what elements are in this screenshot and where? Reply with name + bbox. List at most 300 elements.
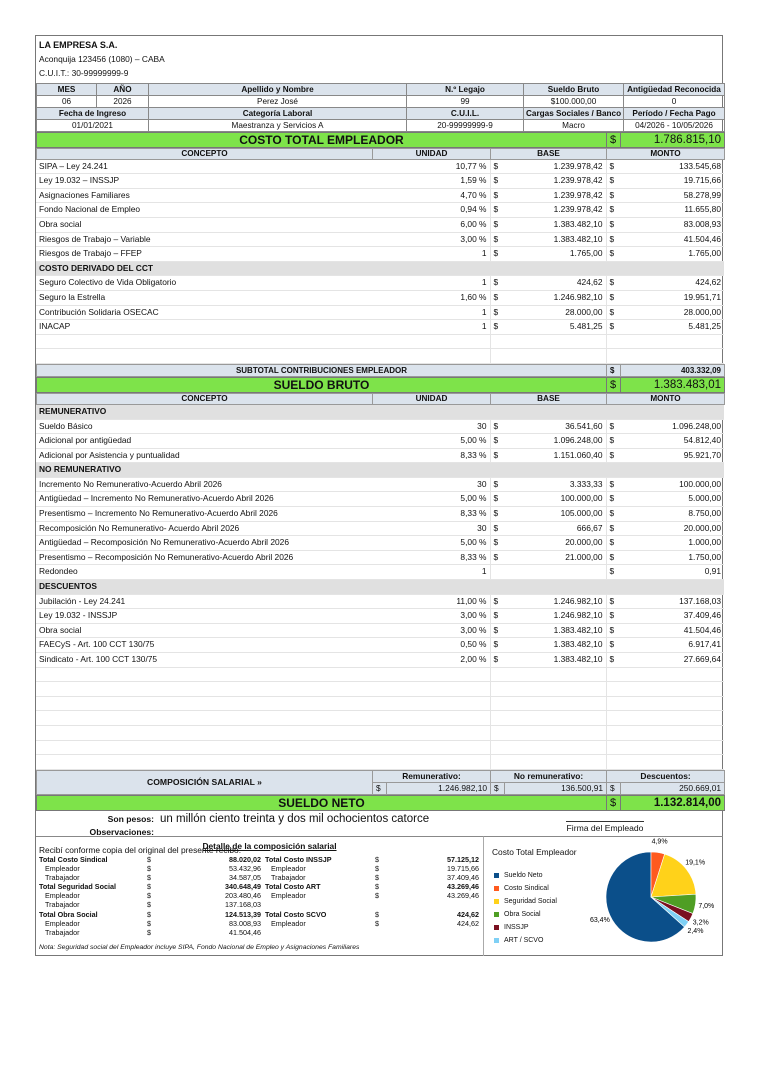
line-base-currency: $ (490, 653, 504, 668)
detalle-row (39, 873, 479, 882)
val-cargas: Macro (524, 119, 624, 131)
line-monto-currency: $ (606, 276, 620, 291)
table-row (36, 247, 724, 262)
line-monto: 83.008,93 (620, 217, 724, 232)
blank-cell (504, 740, 606, 755)
line-base (504, 565, 606, 580)
line-monto-currency: $ (606, 521, 620, 536)
detalle-right-label: Empleador (271, 891, 306, 901)
detalle-row (39, 891, 479, 900)
val-antiguedad: 0 (624, 95, 725, 107)
hdr-fecha-ingreso: Fecha de Ingreso (37, 107, 149, 119)
line-unidad: 5,00 % (372, 536, 490, 551)
line-base-currency: $ (490, 477, 504, 492)
line-base: 105.000,00 (504, 507, 606, 522)
table-row (36, 653, 724, 668)
line-monto-currency: $ (606, 536, 620, 551)
son-pesos-label: Son pesos: (107, 813, 154, 824)
line-monto-currency: $ (606, 290, 620, 305)
line-base: 1.239.978,42 (504, 188, 606, 203)
line-concepto: Contribución Solidaria OSECAC (36, 305, 372, 320)
line-monto: 6.917,41 (620, 638, 724, 653)
line-base-currency: $ (490, 305, 504, 320)
line-unidad: 1 (372, 565, 490, 580)
detalle-title: Detalle de la composición salarial (202, 841, 337, 851)
blank-cell (490, 711, 504, 726)
line-monto: 37.409,46 (620, 609, 724, 624)
hdr-cuil: C.U.I.L. (407, 107, 524, 119)
table-row (36, 536, 724, 551)
val-fecha-ingreso: 01/01/2021 (37, 119, 149, 131)
blank-cell (504, 711, 606, 726)
blank-cell (620, 740, 724, 755)
line-base: 1.239.978,42 (504, 174, 606, 189)
section-title: DESCUENTOS (36, 580, 724, 595)
blank-row (36, 755, 724, 770)
line-monto-currency: $ (606, 174, 620, 189)
detalle-right-label: Total Costo INSSJP (265, 855, 332, 864)
line-base-currency: $ (490, 638, 504, 653)
detalle-row (39, 928, 479, 937)
line-base: 1.151.060,40 (504, 448, 606, 463)
table-row (36, 507, 724, 522)
blank-cell (36, 755, 372, 770)
line-base-currency: $ (490, 536, 504, 551)
line-concepto: Ley 19.032 – INSSJP (36, 174, 372, 189)
sueldo-bruto-amount: 1.383.483,01 (621, 377, 725, 392)
sueldo-neto-currency: $ (607, 795, 621, 810)
line-unidad: 30 (372, 477, 490, 492)
detalle-left-currency: $ (147, 873, 151, 883)
line-monto: 41.504,46 (620, 232, 724, 247)
line-concepto: Riesgos de Trabajo – Variable (36, 232, 372, 247)
line-unidad: 6,00 % (372, 217, 490, 232)
line-base-currency (490, 565, 504, 580)
line-unidad: 8,33 % (372, 550, 490, 565)
detalle-right-value: 43.269,46 (447, 882, 479, 892)
blank-cell (36, 711, 372, 726)
line-concepto: Riesgos de Trabajo – FFEP (36, 247, 372, 262)
line-base-currency: $ (490, 320, 504, 335)
val-nombre: Perez José (149, 95, 407, 107)
costo-total-currency: $ (607, 132, 621, 147)
line-monto: 424,62 (620, 276, 724, 291)
blank-cell (620, 349, 724, 364)
blank-cell (36, 667, 372, 682)
blank-row (36, 725, 724, 740)
table-row (36, 419, 724, 434)
line-concepto: Fondo Nacional de Empleo (36, 203, 372, 218)
blank-cell (490, 682, 504, 697)
line-unidad: 10,77 % (372, 160, 490, 174)
line-concepto: Seguro la Estrella (36, 290, 372, 305)
employer-column-headers (36, 148, 725, 160)
blank-cell (620, 696, 724, 711)
company-address: Aconquija 123456 (1080) – CABA (39, 54, 165, 65)
line-unidad: 0,50 % (372, 638, 490, 653)
table-row (36, 448, 724, 463)
val-legajo: 99 (407, 95, 524, 107)
line-monto-currency: $ (606, 565, 620, 580)
col-unidad-2: UNIDAD (373, 393, 491, 404)
blank-cell (490, 755, 504, 770)
composicion-norem-value: 136.500,91 (505, 782, 607, 794)
table-row (36, 594, 724, 609)
blank-cell (36, 740, 372, 755)
line-monto-currency: $ (606, 305, 620, 320)
costo-total-amount: 1.786.815,10 (621, 132, 725, 147)
detalle-nota: Nota: Seguridad social del Empleador incluye SIPA, Fondo Nacional de Empleo y Asignaciones Familiares (39, 944, 360, 951)
line-monto-currency: $ (606, 550, 620, 565)
blank-cell (606, 725, 620, 740)
composicion-salarial (36, 770, 725, 795)
legend-label: INSSJP (504, 924, 529, 931)
table-row (36, 521, 724, 536)
line-monto-currency: $ (606, 594, 620, 609)
line-base: 1.239.978,42 (504, 160, 606, 174)
composicion-norem-currency: $ (491, 782, 505, 794)
blank-cell (606, 696, 620, 711)
detalle-left-value: 41.504,46 (229, 927, 261, 937)
line-monto-currency: $ (606, 623, 620, 638)
line-monto: 27.669,64 (620, 653, 724, 668)
subtotal-currency: $ (607, 364, 621, 376)
hdr-anio: AÑO (97, 83, 149, 95)
line-monto: 133.545,68 (620, 160, 724, 174)
table-row (36, 623, 724, 638)
col-base-2: BASE (491, 393, 607, 404)
sueldo-neto-label: SUELDO NETO (37, 795, 607, 810)
blank-row (36, 711, 724, 726)
blank-cell (504, 755, 606, 770)
table-row (36, 550, 724, 565)
legend-label: ART / SCVO (504, 937, 544, 944)
line-monto: 100.000,00 (620, 477, 724, 492)
line-base: 5.481,25 (504, 320, 606, 335)
table-row (36, 609, 724, 624)
detalle-left-value: 88.020,02 (229, 855, 261, 864)
blank-cell (490, 667, 504, 682)
table-row (36, 276, 724, 291)
hdr-categoria: Categoría Laboral (149, 107, 407, 119)
table-row (36, 492, 724, 507)
costo-pie-chart (484, 836, 723, 956)
line-monto: 20.000,00 (620, 521, 724, 536)
line-base: 21.000,00 (504, 550, 606, 565)
line-concepto: Presentismo – Incremento No Remunerativo-Acuerdo Abril 2026 (36, 507, 372, 522)
detalle-left-label: Trabajador (45, 873, 80, 883)
section-title: REMUNERATIVO (36, 405, 724, 419)
line-base: 666,67 (504, 521, 606, 536)
line-monto-currency: $ (606, 653, 620, 668)
line-monto: 137.168,03 (620, 594, 724, 609)
composicion-label: COMPOSICIÓN SALARIAL » (37, 770, 373, 794)
line-base-currency: $ (490, 217, 504, 232)
line-monto: 95.921,70 (620, 448, 724, 463)
table-row (36, 638, 724, 653)
col-concepto: CONCEPTO (37, 148, 373, 159)
hdr-nombre: Apellido y Nombre (149, 83, 407, 95)
composicion-rem-currency: $ (373, 782, 387, 794)
line-base-currency: $ (490, 188, 504, 203)
line-base-currency: $ (490, 160, 504, 174)
line-base: 1.246.982,10 (504, 290, 606, 305)
line-monto-currency: $ (606, 320, 620, 335)
blank-row (36, 334, 724, 349)
hdr-mes: MES (37, 83, 97, 95)
line-base-currency: $ (490, 507, 504, 522)
line-unidad: 1 (372, 320, 490, 335)
pie-label: 4,9% (651, 838, 668, 846)
legend-label: Costo Sindical (504, 885, 549, 892)
blank-cell (606, 755, 620, 770)
blank-cell (372, 667, 490, 682)
line-base-currency: $ (490, 276, 504, 291)
sueldo-bruto-label: SUELDO BRUTO (37, 377, 607, 392)
line-base: 1.765,00 (504, 247, 606, 262)
line-monto-currency: $ (606, 448, 620, 463)
line-base: 1.246.982,10 (504, 609, 606, 624)
line-base-currency: $ (490, 492, 504, 507)
val-categoria: Maestranza y Servicios A (149, 119, 407, 131)
chart-title: Costo Total Empleador (492, 847, 577, 857)
val-cuil: 20-99999999-9 (407, 119, 524, 131)
section-title: COSTO DERIVADO DEL CCT (36, 261, 724, 276)
blank-cell (606, 334, 620, 349)
detalle-right-currency: $ (375, 873, 379, 883)
sueldo-bruto-bar (36, 377, 725, 393)
val-mes: 06 (37, 95, 97, 107)
table-row (36, 188, 724, 203)
section-row (36, 463, 724, 478)
line-base-currency: $ (490, 594, 504, 609)
line-base: 1.096.248,00 (504, 434, 606, 449)
detalle-left-currency: $ (147, 927, 151, 937)
detalle-left-currency: $ (147, 909, 151, 919)
legend-label: Seguridad Social (504, 898, 557, 905)
line-monto: 58.278,99 (620, 188, 724, 203)
line-monto: 0,91 (620, 565, 724, 580)
blank-cell (372, 682, 490, 697)
line-monto-currency: $ (606, 477, 620, 492)
recibi-conforme: Recibí conforme copia del original del presente recibo. (39, 844, 242, 855)
blank-cell (490, 740, 504, 755)
blank-cell (620, 725, 724, 740)
detalle-right-value: 43.269,46 (447, 891, 479, 901)
observaciones-label: Observaciones: (89, 826, 154, 837)
blank-cell (490, 696, 504, 711)
employee-info-table (36, 83, 725, 132)
line-monto-currency: $ (606, 434, 620, 449)
sueldo-bruto-currency: $ (607, 377, 621, 392)
line-unidad: 0,94 % (372, 203, 490, 218)
line-base-currency: $ (490, 609, 504, 624)
hdr-cargas: Cargas Sociales / Banco (524, 107, 624, 119)
subtotal-label: SUBTOTAL CONTRIBUCIONES EMPLEADOR (37, 364, 607, 376)
val-anio: 2026 (97, 95, 149, 107)
blank-row (36, 696, 724, 711)
line-concepto: FAECyS - Art. 100 CCT 130/75 (36, 638, 372, 653)
blank-cell (504, 725, 606, 740)
line-concepto: Incremento No Remunerativo-Acuerdo Abril 2026 (36, 477, 372, 492)
line-base: 1.246.982,10 (504, 594, 606, 609)
detalle-right-value: 424,62 (457, 909, 479, 919)
blank-cell (36, 682, 372, 697)
blank-cell (620, 682, 724, 697)
line-monto: 28.000,00 (620, 305, 724, 320)
line-monto-currency: $ (606, 232, 620, 247)
line-concepto: Antigüedad – Incremento No Remunerativo-Acuerdo Abril 2026 (36, 492, 372, 507)
detalle-right-value: 19.715,66 (447, 864, 479, 874)
employer-lines-table (36, 160, 724, 364)
line-monto: 19.715,66 (620, 174, 724, 189)
detalle-left-currency: $ (147, 882, 151, 892)
detalle-right-currency: $ (375, 891, 379, 901)
section-title: NO REMUNERATIVO (36, 463, 724, 478)
line-unidad: 30 (372, 419, 490, 434)
detalle-left-currency: $ (147, 900, 151, 910)
line-base-currency: $ (490, 419, 504, 434)
line-concepto: Redondeo (36, 565, 372, 580)
line-base-currency: $ (490, 247, 504, 262)
detalle-left-label: Empleador (45, 864, 80, 874)
blank-cell (372, 711, 490, 726)
line-monto: 5.000,00 (620, 492, 724, 507)
line-unidad: 3,00 % (372, 609, 490, 624)
sueldo-neto-bar (36, 795, 725, 811)
subtotal-bar (36, 364, 725, 377)
blank-cell (372, 725, 490, 740)
blank-cell (372, 334, 490, 349)
composicion-desc-header: Descuentos: (607, 770, 725, 782)
detalle-right-value: 57.125,12 (447, 855, 479, 864)
line-base-currency: $ (490, 203, 504, 218)
line-base: 1.383.482,10 (504, 217, 606, 232)
line-concepto: Obra social (36, 217, 372, 232)
legend-label: Obra Social (504, 911, 541, 918)
payslip (35, 35, 723, 956)
detalle-left-currency: $ (147, 855, 151, 864)
line-concepto: INACAP (36, 320, 372, 335)
table-row (36, 565, 724, 580)
line-base: 1.383.482,10 (504, 623, 606, 638)
company-cuit: C.U.I.T.: 30-99999999-9 (39, 68, 129, 79)
detalle-left-label: Total Seguridad Social (39, 882, 116, 892)
col-monto: MONTO (607, 148, 725, 159)
blank-row (36, 682, 724, 697)
composicion-desc-currency: $ (607, 782, 621, 794)
line-base-currency: $ (490, 550, 504, 565)
line-base: 1.383.482,10 (504, 638, 606, 653)
line-monto: 8.750,00 (620, 507, 724, 522)
line-monto-currency: $ (606, 638, 620, 653)
detalle-left-label: Trabajador (45, 927, 80, 937)
table-row (36, 232, 724, 247)
line-monto-currency: $ (606, 247, 620, 262)
detalle-left-value: 53.432,96 (229, 864, 261, 874)
detalle-right-value: 37.409,46 (447, 873, 479, 883)
line-monto: 11.655,80 (620, 203, 724, 218)
costo-total-label: COSTO TOTAL EMPLEADOR (37, 132, 607, 147)
detalle-left-currency: $ (147, 864, 151, 874)
line-unidad: 1,59 % (372, 174, 490, 189)
detalle-left-value: 137.168,03 (225, 900, 261, 910)
hdr-periodo: Período / Fecha Pago (624, 107, 725, 119)
info-value-row-2 (37, 119, 725, 131)
section-row (36, 580, 724, 595)
line-concepto: Asignaciones Familiares (36, 188, 372, 203)
table-row (36, 477, 724, 492)
detalle-right-currency: $ (375, 864, 379, 874)
line-unidad: 1,60 % (372, 290, 490, 305)
line-base: 1.383.482,10 (504, 232, 606, 247)
pie-svg (484, 837, 723, 957)
firma-empleado: Firma del Empleado (566, 823, 644, 833)
line-unidad: 1 (372, 247, 490, 262)
line-monto-currency: $ (606, 203, 620, 218)
blank-cell (504, 334, 606, 349)
blank-cell (620, 667, 724, 682)
costo-total-bar (36, 132, 725, 148)
line-base: 20.000,00 (504, 536, 606, 551)
line-unidad: 8,33 % (372, 507, 490, 522)
col-unidad: UNIDAD (373, 148, 491, 159)
table-row (36, 174, 724, 189)
detalle-row (39, 919, 479, 928)
line-monto: 1.096.248,00 (620, 419, 724, 434)
blank-cell (36, 349, 372, 364)
line-unidad: 5,00 % (372, 434, 490, 449)
line-concepto: Sueldo Básico (36, 419, 372, 434)
detalle-left-value: 124.513,39 (225, 909, 261, 919)
blank-cell (606, 740, 620, 755)
company-name: LA EMPRESA S.A. (39, 40, 118, 50)
line-monto-currency: $ (606, 419, 620, 434)
blank-cell (372, 755, 490, 770)
section-row (36, 261, 724, 276)
detalle-right-label: Trabajador (271, 873, 306, 883)
line-concepto: Seguro Colectivo de Vida Obligatorio (36, 276, 372, 291)
line-base: 28.000,00 (504, 305, 606, 320)
detalle-left-value: 203.480,46 (225, 891, 261, 901)
detalle-right-label: Empleador (271, 864, 306, 874)
blank-cell (36, 696, 372, 711)
table-row (36, 160, 724, 174)
col-monto-2: MONTO (607, 393, 725, 404)
detalle-right-currency: $ (375, 909, 379, 919)
table-row (36, 320, 724, 335)
line-base-currency: $ (490, 521, 504, 536)
blank-cell (504, 667, 606, 682)
line-monto: 1.000,00 (620, 536, 724, 551)
detalle-left-label: Empleador (45, 891, 80, 901)
salary-column-headers (36, 393, 725, 405)
line-unidad: 1 (372, 276, 490, 291)
blank-cell (504, 696, 606, 711)
line-base-currency: $ (490, 448, 504, 463)
line-concepto: Sindicato - Art. 100 CCT 130/75 (36, 653, 372, 668)
line-monto: 1.765,00 (620, 247, 724, 262)
line-concepto: SIPA – Ley 24.241 (36, 160, 372, 174)
detalle-grid (39, 855, 479, 937)
line-monto: 19.951,71 (620, 290, 724, 305)
detalle-composicion (36, 836, 484, 956)
line-monto: 41.504,46 (620, 623, 724, 638)
pie-label: 63,4% (589, 916, 610, 924)
info-header-row-1 (37, 83, 725, 95)
blank-cell (620, 334, 724, 349)
line-base: 3.333,33 (504, 477, 606, 492)
